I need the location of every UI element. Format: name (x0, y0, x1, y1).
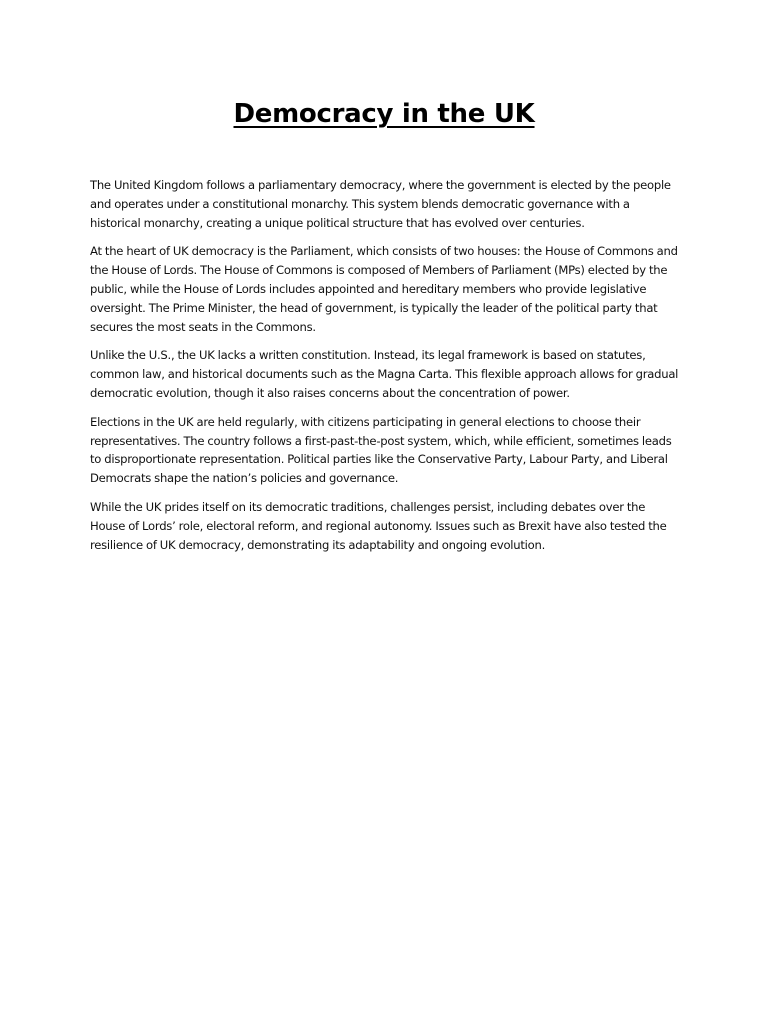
paragraph-intro: The United Kingdom follows a parliamentary democracy, where the government is elected by the people and operates under a constitutional monarchy. This system blends democratic governance with a historical monarchy, creating a unique political structure that has evolved over centuries. (90, 178, 671, 230)
document-body (90, 176, 682, 564)
document-title: Democracy in the UK (233, 99, 535, 129)
paragraph-constitution: Unlike the U.S., the UK lacks a written constitution. Instead, its legal framework is based on statutes, common law, and historical documents such as the Magna Carta. This flexible approach allows for gradual democratic evolution, though it also raises concerns about the concentration of power. (90, 348, 679, 400)
paragraph-parliament: At the heart of UK democracy is the Parliament, which consists of two houses: the House of Commons and the House of Lords. The House of Commons is composed of Members of Parliament (MPs) elected by the public, while the House of Lords includes appointed and hereditary members who provide legislative oversight. The Prime Minister, the head of government, is typically the leader of the political party that secures the most seats in the Commons. (90, 244, 678, 334)
paragraph-elections: Elections in the UK are held regularly, with citizens participating in general elections to choose their representatives. The country follows a first-past-the-post system, which, while efficient, sometimes leads to disproportionate representation. Political parties like the Conservative Party, Labour Party, and Liberal Democrats shape the nation’s policies and governance. (90, 414, 672, 486)
paragraph-challenges: While the UK prides itself on its democratic traditions, challenges persist, including debates over the House of Lords’ role, electoral reform, and regional autonomy. Issues such as Brexit have also tested the resilience of UK democracy, demonstrating its adaptability and ongoing evolution. (90, 499, 667, 552)
